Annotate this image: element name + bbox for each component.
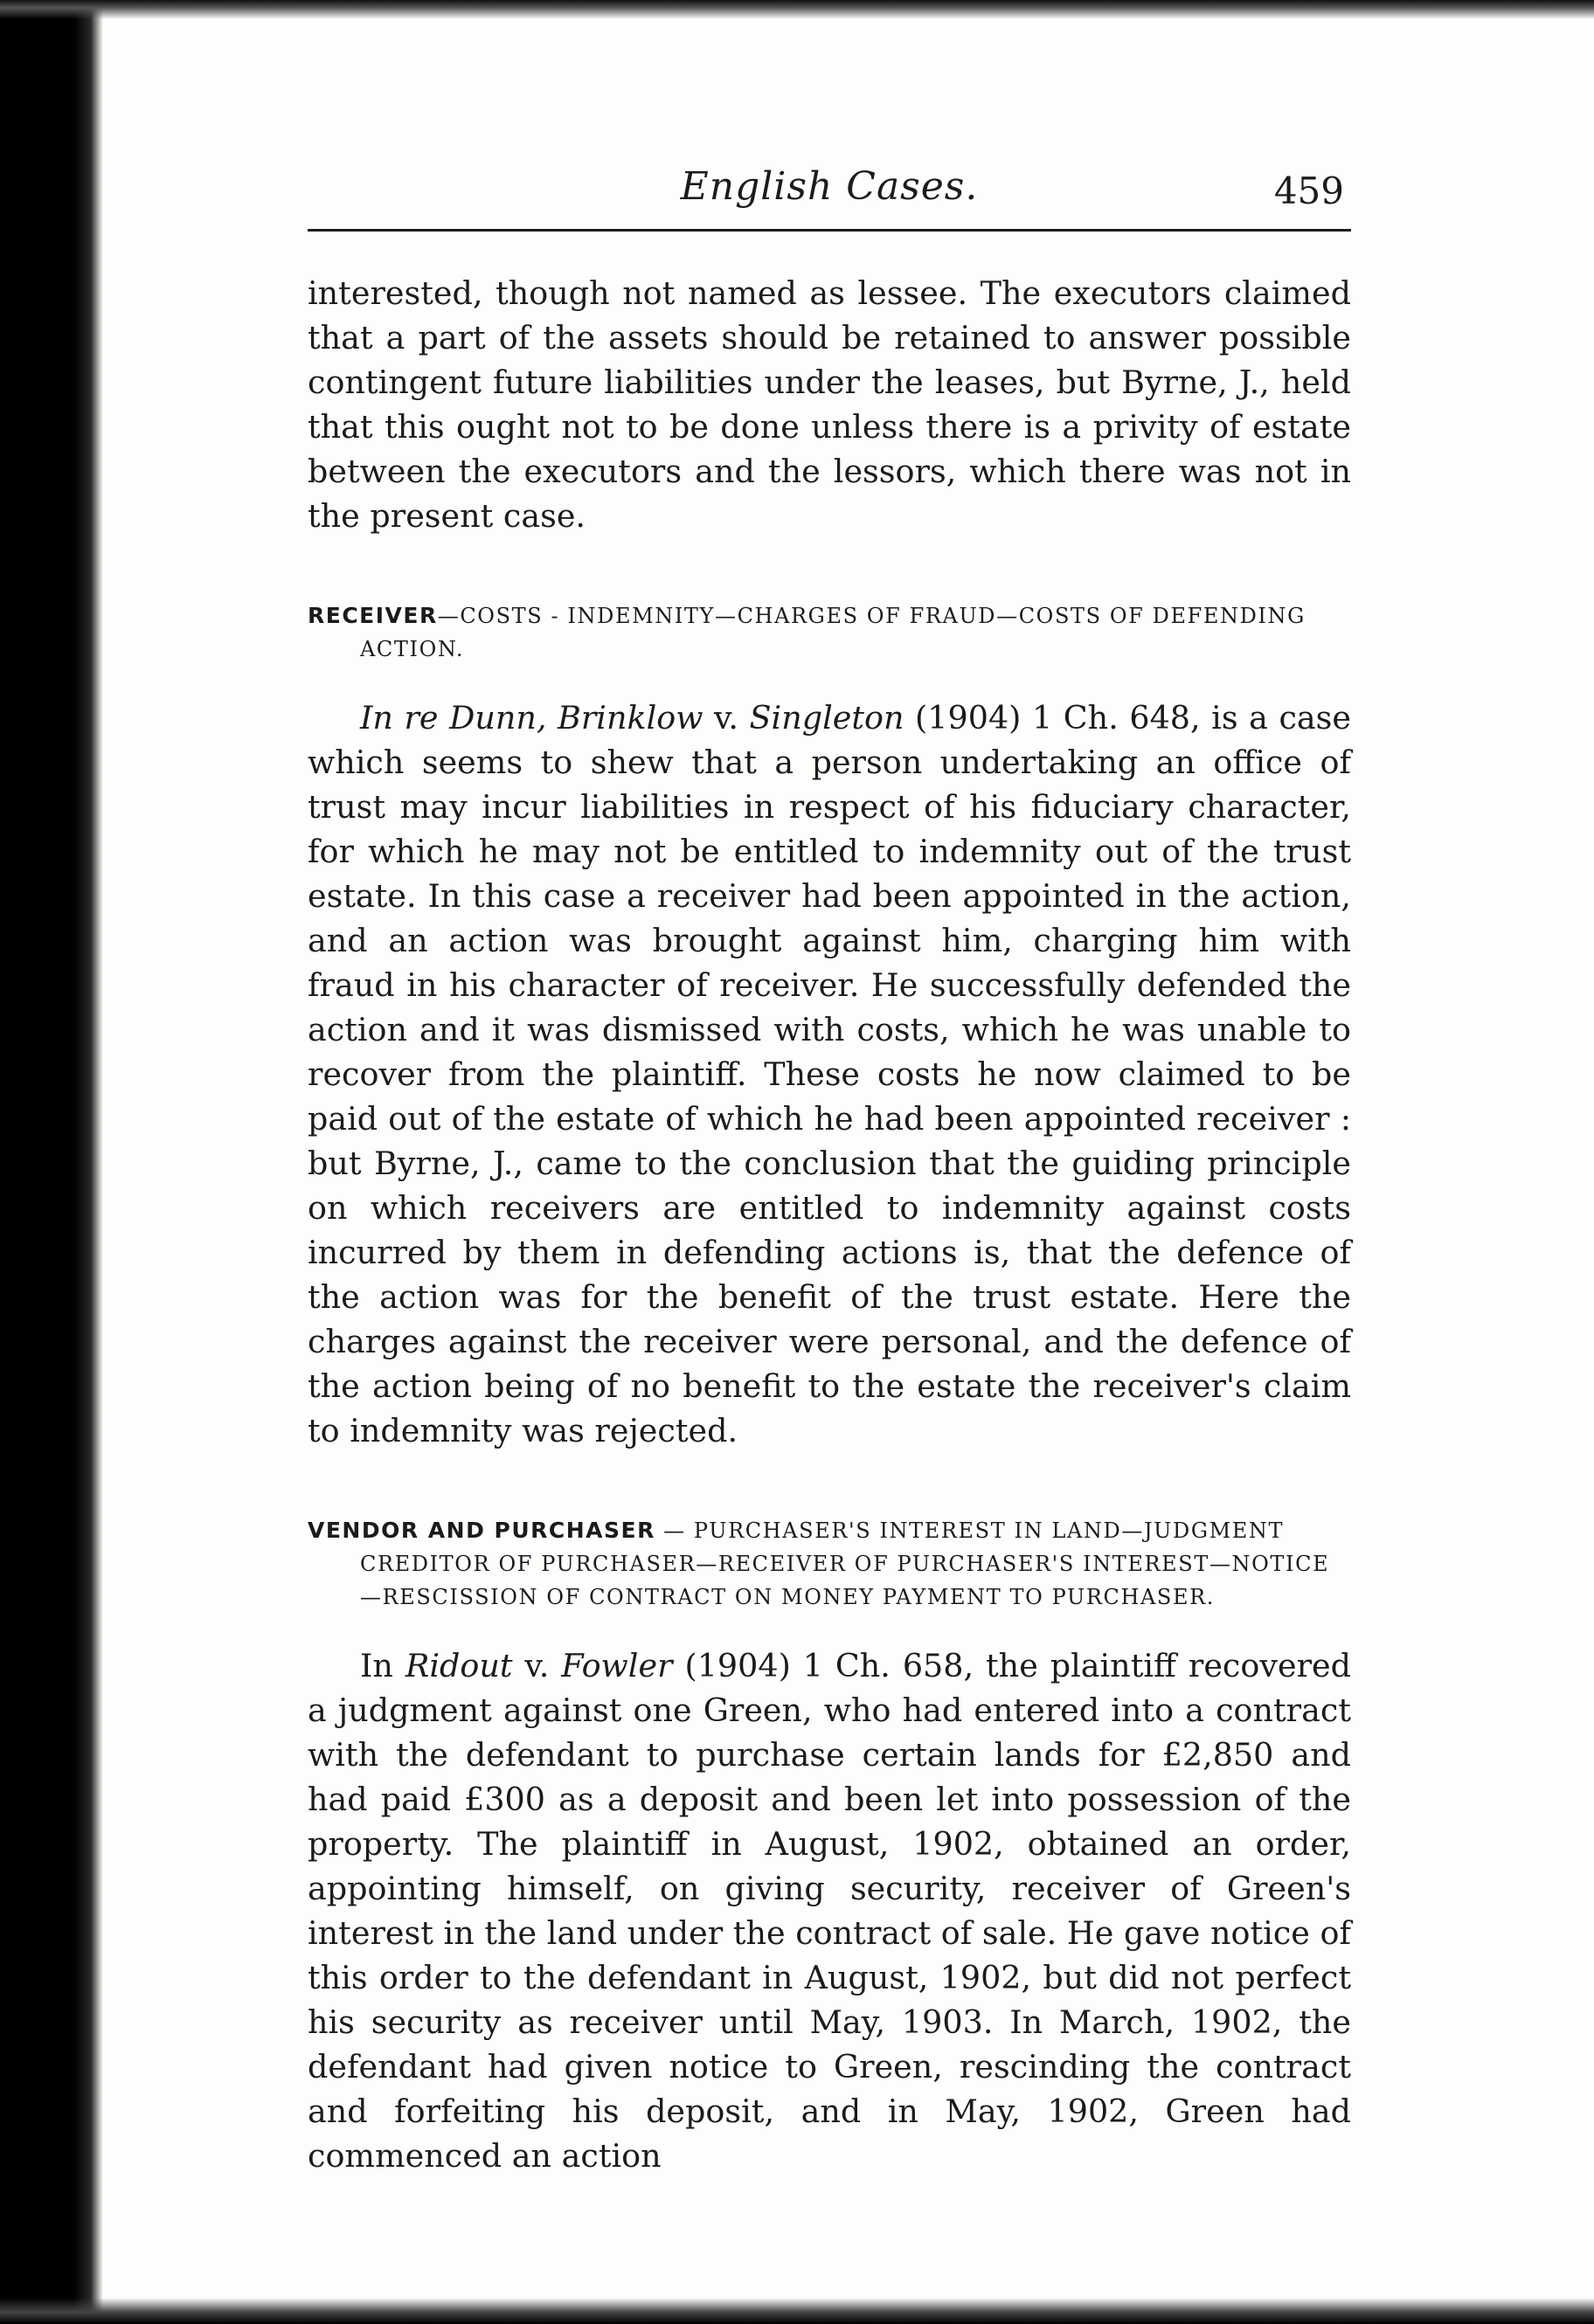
page-number: 459 <box>1273 169 1344 212</box>
page-body <box>308 271 1351 2178</box>
binding-shadow-top <box>0 0 1594 19</box>
case-name: In re Dunn, Brinklow <box>360 699 703 737</box>
spacer <box>308 666 1351 695</box>
heading-keyword: VENDOR AND PURCHASER <box>308 1518 655 1543</box>
page-header <box>308 164 1351 227</box>
spacer <box>308 1614 1351 1643</box>
section-paragraph-receiver <box>308 695 1351 1453</box>
spacer <box>308 1453 1351 1514</box>
section-heading-receiver <box>308 599 1351 666</box>
heading-subjects: — PURCHASER'S INTEREST IN LAND—JUDGMENT CREDITOR OF PURCHASER—RECEIVER OF PURCHASER'S INTEREST—NOTICE—RESCISSION OF CONTRACT ON MONEY PAYMENT TO PURCHASER. <box>360 1518 1330 1609</box>
header-rule <box>308 229 1351 232</box>
case-party: Fowler <box>561 1647 673 1684</box>
case-name: Ridout <box>405 1647 513 1684</box>
case-lead: In <box>360 1647 405 1684</box>
case-party: Singleton <box>749 699 904 737</box>
spacer <box>308 538 1351 599</box>
section-heading-vendor <box>308 1514 1351 1614</box>
heading-subjects: —COSTS - INDEMNITY—CHARGES OF FRAUD—COSTS OF DEFENDING ACTION. <box>360 604 1306 661</box>
binding-shadow-bottom <box>0 2298 1594 2324</box>
section-paragraph-vendor <box>308 1643 1351 2178</box>
running-title: English Cases. <box>680 164 979 209</box>
heading-keyword: RECEIVER <box>308 603 438 628</box>
case-body: (1904) 1 Ch. 658, the plaintiff recovered a judgment against one Green, who had entered into a contract with the defendant to purchase certain lands for £2,850 and had paid £300 as a deposit and been let into possession of the property. The plaintiff in August, 1902, obtained an order, appointing himself, on giving security, receiver of Green's interest in the land under the contract of sale. He gave notice of this order to the defendant in August, 1902, but did not perfect his security as receiver until May, 1903. In March, 1902, the defendant had given notice to Green, rescinding the contract and forfeiting his deposit, and in May, 1902, Green had commenced an action <box>308 1647 1351 2175</box>
case-versus: v. <box>512 1647 562 1684</box>
continued-paragraph: interested, though not named as lessee. The executors claimed that a part of the assets should be retained to answer possible contingent future liabilities under the leases, but Byrne, J., held that this ought not to be done unless there is a privity of estate between the executors and the lessors, which there was not in the present case. <box>308 274 1351 535</box>
binding-shadow-left <box>0 0 103 2324</box>
case-body: (1904) 1 Ch. 648, is a case which seems to shew that a person undertaking an office of trust may incur liabilities in respect of his fiduciary character, for which he may not be entitled to indemnity out of the trust estate. In this case a receiver had been appointed in the action, and an action was brought against him, charging him with fraud in his character of receiver. He successfully defended the action and it was dismissed with costs, which he was unable to recover from the plaintiff. These costs he now claimed to be paid out of the estate of which he had been appointed receiver : but Byrne, J., came to the conclusion that the guiding principle on which receivers are entitled to indemnity against costs incurred by them in defending actions is, that the defence of the action was for the benefit of the trust estate. Here the charges against the receiver were personal, and the defence of the action being of no benefit to the estate the receiver's claim to indemnity was rejected. <box>308 699 1351 1449</box>
case-versus: v. <box>703 699 750 737</box>
